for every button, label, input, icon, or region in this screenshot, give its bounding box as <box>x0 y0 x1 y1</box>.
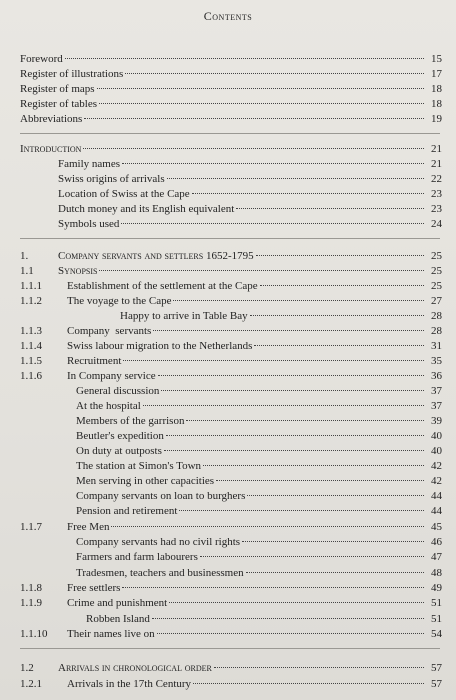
toc-subentry[interactable] <box>76 399 442 413</box>
dot-leader <box>203 464 424 466</box>
toc-entry-page: 40 <box>431 445 442 457</box>
toc-entry[interactable] <box>20 581 442 595</box>
dot-leader <box>236 207 424 209</box>
toc-entry-page: 28 <box>431 325 442 337</box>
toc-entry-page: 44 <box>431 505 442 517</box>
toc-entry[interactable] <box>20 369 442 383</box>
toc-entry-page: 39 <box>431 415 442 427</box>
toc-entry-label: Recruitment <box>67 355 122 367</box>
toc-entry[interactable] <box>20 627 442 641</box>
dot-leader <box>157 632 424 634</box>
toc-entry-number: 1.1.10 <box>20 628 48 640</box>
toc-entry-label: Company servants and settlers 1652-1795 <box>58 250 254 262</box>
toc-entry-label: Swiss labour migration to the Netherlands <box>67 340 253 352</box>
toc-entry[interactable] <box>20 82 442 96</box>
toc-entry-label: Crime and punishment <box>67 597 168 609</box>
toc-entry-page: 21 <box>431 143 442 155</box>
toc-entry-label: Dutch money and its English equivalent <box>58 203 235 215</box>
toc-entry-page: 42 <box>431 460 442 472</box>
dot-leader <box>260 284 424 286</box>
toc-entry-page: 23 <box>431 203 442 215</box>
toc-entry-page: 23 <box>431 188 442 200</box>
toc-entry-page: 47 <box>431 551 442 563</box>
dot-leader <box>143 404 424 406</box>
dot-leader <box>121 222 424 224</box>
toc-entry-label: Company servants on loan to burghers <box>76 490 246 502</box>
toc-entry-page: 21 <box>431 158 442 170</box>
dot-leader <box>166 434 424 436</box>
toc-entry-label: Register of maps <box>20 83 95 95</box>
toc-entry[interactable] <box>20 354 442 368</box>
toc-entry-label: Tradesmen, teachers and businessmen <box>76 567 244 579</box>
toc-entry-label: Free settlers <box>67 582 121 594</box>
toc-entry-page: 57 <box>431 678 442 690</box>
toc-entry-label: Men serving in other capacities <box>76 475 215 487</box>
toc-entry-page: 54 <box>431 628 442 640</box>
toc-entry-number: 1.1.7 <box>20 521 42 533</box>
toc-subentry[interactable] <box>76 444 442 458</box>
toc-entry-page: 37 <box>431 400 442 412</box>
toc-entry[interactable] <box>20 112 442 126</box>
toc-subentry[interactable] <box>76 474 442 488</box>
toc-entry-number: 1.1.1 <box>20 280 42 292</box>
dot-leader <box>125 72 424 74</box>
toc-entry-label: General discussion <box>76 385 160 397</box>
dot-leader <box>186 419 424 421</box>
dot-leader <box>169 601 424 603</box>
toc-entry-label: Pension and retirement <box>76 505 178 517</box>
toc-entry[interactable] <box>20 324 442 338</box>
dot-leader <box>200 555 424 557</box>
toc-entry-page: 57 <box>431 662 442 674</box>
dot-leader <box>111 525 424 527</box>
toc-entry[interactable] <box>20 596 442 610</box>
toc-entry[interactable] <box>20 520 442 534</box>
toc-entry[interactable] <box>20 661 442 675</box>
toc-entry-label: At the hospital <box>76 400 141 412</box>
toc-entry-page: 17 <box>431 68 442 80</box>
toc-subentry[interactable] <box>58 172 442 186</box>
dot-leader <box>99 102 424 104</box>
dot-leader <box>214 666 424 668</box>
toc-entry-label: Members of the garrison <box>76 415 185 427</box>
toc-entry-number: 1.1.4 <box>20 340 42 352</box>
toc-entry-page: 36 <box>431 370 442 382</box>
toc-entry-label: Register of illustrations <box>20 68 124 80</box>
toc-entry-label: Beutler's expedition <box>76 430 164 442</box>
dot-leader <box>193 682 424 684</box>
dot-leader <box>161 389 424 391</box>
toc-entry-page: 51 <box>431 613 442 625</box>
toc-subentry[interactable] <box>58 202 442 216</box>
toc-entry-page: 35 <box>431 355 442 367</box>
toc-entry-label: Symbols used <box>58 218 120 230</box>
toc-entry-number: 1.2.1 <box>20 678 42 690</box>
toc-entry-label: Establishment of the settlement at the Cape <box>67 280 258 292</box>
toc-entry-label: Location of Swiss at the Cape <box>58 188 190 200</box>
toc-subentry[interactable] <box>76 414 442 428</box>
toc-entry-label: Abbreviations <box>20 113 83 125</box>
toc-entry-page: 51 <box>431 597 442 609</box>
toc-entry-number: 1.1.8 <box>20 582 42 594</box>
toc-entry-page: 48 <box>431 567 442 579</box>
dot-leader <box>192 192 424 194</box>
toc-entry-label: Arrivals in chronological order <box>58 662 212 674</box>
section-divider <box>20 648 440 649</box>
toc-entry-page: 15 <box>431 53 442 65</box>
toc-entry-page: 46 <box>431 536 442 548</box>
toc-entry-label: Their names live on <box>67 628 155 640</box>
dot-leader <box>83 147 424 149</box>
toc-entry-page: 25 <box>431 280 442 292</box>
toc-entry-page: 40 <box>431 430 442 442</box>
toc-entry-chapter-1[interactable] <box>20 249 442 263</box>
dot-leader <box>246 571 424 573</box>
toc-entry-label: On duty at outposts <box>76 445 162 457</box>
dot-leader <box>256 254 424 256</box>
contents-title: Contents <box>203 9 253 23</box>
toc-entry-page: 18 <box>431 83 442 95</box>
toc-entry-number: 1.1.3 <box>20 325 42 337</box>
dot-leader <box>242 540 424 542</box>
toc-entry-page: 18 <box>431 98 442 110</box>
toc-entry-label: Free Men <box>67 521 110 533</box>
toc-entry-page: 31 <box>431 340 442 352</box>
toc-subentry[interactable] <box>76 550 442 564</box>
dot-leader <box>99 269 424 271</box>
toc-subentry[interactable] <box>76 429 442 443</box>
toc-entry-label: Happy to arrive in Table Bay <box>120 310 248 322</box>
toc-entry-number: 1.2 <box>20 662 34 674</box>
toc-entry-label: Introduction <box>20 143 82 155</box>
dot-leader <box>158 374 424 376</box>
dot-leader <box>65 57 424 59</box>
toc-entry-page: 19 <box>431 113 442 125</box>
toc-entry-number: 1.1.2 <box>20 295 42 307</box>
toc-entry-page: 45 <box>431 521 442 533</box>
toc-entry[interactable] <box>20 67 442 81</box>
dot-leader <box>216 479 424 481</box>
toc-subentry[interactable] <box>58 187 442 201</box>
toc-entry[interactable] <box>20 294 442 308</box>
toc-entry-page: 22 <box>431 173 442 185</box>
toc-entry-number: 1.1.6 <box>20 370 42 382</box>
toc-entry[interactable] <box>20 52 442 66</box>
dot-leader <box>250 314 424 316</box>
dot-leader <box>179 509 424 511</box>
toc-entry-label: Arrivals in the 17th Century <box>67 678 192 690</box>
dot-leader <box>122 586 424 588</box>
toc-subentry[interactable] <box>86 612 442 626</box>
toc-entry-label: Synopsis <box>58 265 98 277</box>
toc-entry-introduction[interactable] <box>20 142 442 156</box>
toc-entry[interactable] <box>20 279 442 293</box>
toc-entry-page: 25 <box>431 250 442 262</box>
toc-subentry[interactable] <box>76 504 442 518</box>
toc-entry[interactable] <box>20 339 442 353</box>
toc-entry-page: 49 <box>431 582 442 594</box>
dot-leader <box>254 344 424 346</box>
dot-leader <box>123 359 424 361</box>
toc-entry-label: Swiss origins of arrivals <box>58 173 165 185</box>
dot-leader <box>153 329 424 331</box>
toc-entry-label: Foreword <box>20 53 63 65</box>
dot-leader <box>122 162 424 164</box>
toc-subentry[interactable] <box>76 535 442 549</box>
toc-subentry[interactable] <box>76 459 442 473</box>
toc-entry-number: 1. <box>20 250 29 262</box>
toc-subentry[interactable] <box>120 309 442 323</box>
toc-subentry[interactable] <box>58 217 442 231</box>
dot-leader <box>97 87 424 89</box>
toc-entry-number: 1.1 <box>20 265 34 277</box>
toc-subentry[interactable] <box>76 489 442 503</box>
section-divider <box>20 133 440 134</box>
toc-entry-page: 42 <box>431 475 442 487</box>
dot-leader <box>167 177 424 179</box>
toc-entry-label: Company servants had no civil rights <box>76 536 241 548</box>
toc-subentry[interactable] <box>76 566 442 580</box>
toc-entry-label: Robben Island <box>86 613 150 625</box>
toc-entry-page: 25 <box>431 265 442 277</box>
toc-entry-label: Family names <box>58 158 121 170</box>
toc-entry-label: The voyage to the Cape <box>67 295 172 307</box>
toc-entry[interactable] <box>20 264 442 278</box>
toc-entry-number: 1.1.9 <box>20 597 42 609</box>
dot-leader <box>173 299 424 301</box>
dot-leader <box>84 117 424 119</box>
toc-entry-page: 44 <box>431 490 442 502</box>
toc-entry-label: In Company service <box>67 370 156 382</box>
toc-entry[interactable] <box>20 677 442 691</box>
toc-entry-label: Register of tables <box>20 98 97 110</box>
toc-entry[interactable] <box>20 97 442 111</box>
dot-leader <box>152 617 424 619</box>
toc-entry-label: The station at Simon's Town <box>76 460 202 472</box>
section-divider <box>20 238 440 239</box>
toc-subentry[interactable] <box>58 157 442 171</box>
toc-entry-label: Company servants <box>67 325 152 337</box>
toc-entry-number: 1.1.5 <box>20 355 42 367</box>
dot-leader <box>164 449 424 451</box>
dot-leader <box>247 494 424 496</box>
toc-entry-page: 24 <box>431 218 442 230</box>
toc-entry-page: 27 <box>431 295 442 307</box>
toc-entry-page: 37 <box>431 385 442 397</box>
toc-entry-page: 28 <box>431 310 442 322</box>
toc-subentry[interactable] <box>76 384 442 398</box>
toc-entry-label: Farmers and farm labourers <box>76 551 198 563</box>
